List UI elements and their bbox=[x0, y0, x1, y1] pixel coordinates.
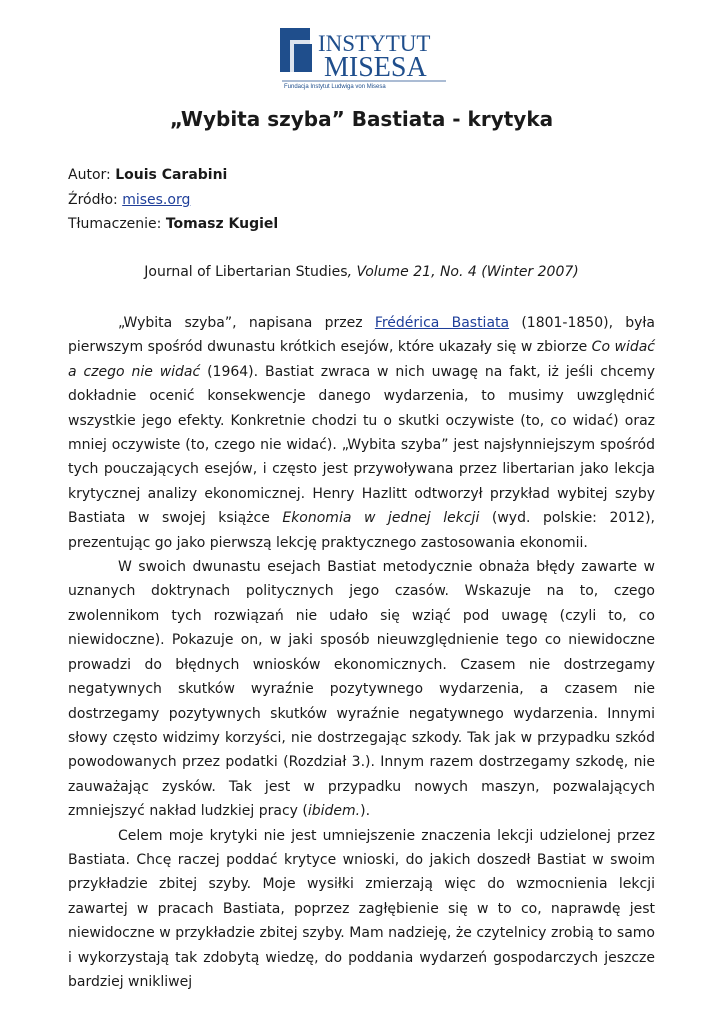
journal-name: Journal of Libertarian Studies bbox=[144, 264, 348, 280]
bastiat-link[interactable]: Frédérica Bastiata bbox=[374, 315, 510, 331]
logo-name-line2: MISESA bbox=[324, 52, 427, 83]
ibidem: ibidem. bbox=[307, 803, 361, 820]
translation-label: Tłumaczenie: bbox=[68, 216, 166, 232]
institute-logo-graphic bbox=[278, 26, 448, 90]
author-line bbox=[68, 163, 227, 187]
source-line bbox=[68, 188, 190, 212]
paragraph-2: W swoich dwunastu esejach Bastiat metodycznie obnaża błędy zawarte w uznanych doktrynach politycznych jego czasów. Wskazuje na to, czego zwolennikom tych rozwiązań nie udało się wziąć pod uwagę (czyli to, co niewidoczne). Pokazuje on, w jaki sposób nieuwzględnienie tego co niewidoczne prowadzi do błędnych wniosków ekonomicznych. Czasem nie dostrzegamy negatywnych skutków wyraźnie pozytywnego wydarzenia, a czasem nie dostrzegamy pozytywnych skutków wyraźnie negatywnego wydarzenia. Innymi słowy często widzimy korzyści, nie dostrzegając szkody. Tak jak w przypadku szkód powodowanych przez podatki (Rozdział 3.). Innym razem dostrzegamy szkodę, nie zauważając zysków. Tak jest w przypadku nowych maszyn, pozwalających zmniejszyć nakład ludzkiej pracy (ibidem.). bbox=[68, 559, 655, 820]
paragraph-3: Celem moje krytyki nie jest umniejszenie znaczenia lekcji udzielonej przez Bastiata. Chcę raczej poddać krytyce wnioski, do jakich doszedł Bastiat w swoim przykładzie zbitej szyby. Moje wysiłki zmierzają więc do wzmocnienia lekcji zawartej w pracach Bastiata, poprzez zagłębienie się w to co, naprawdę jest niewidoczne w przykładzie zbitej szyby. Mam nadzieję, że czytelnicy zrobią to samo i wykorzystają tak zdobytą wiedzę, do poddania wydarzeń gospodarczych jeszcze bardziej wnikliwej bbox=[68, 827, 655, 990]
translation-line bbox=[68, 212, 278, 236]
journal-details: , Volume 21, No. 4 (Winter 2007) bbox=[347, 264, 579, 280]
source-link[interactable]: mises.org bbox=[122, 192, 191, 208]
book-title: Co widać a czego nie widać bbox=[68, 339, 655, 380]
paragraph-1: „Wybita szyba”, napisana przez Frédérica Bastiata (1801-1850), była pierwszym spośród dwunastu krótkich esejów, które ukazały się w zbiorze Co widać a czego nie widać (1964). Bastiat zwraca w nich uwagę na fakt, iż jeśli chcemy dokładnie ocenić konsekwencje danego wydarzenia, to musimy uwzględnić wszystkie jego efekty. Konkretnie chodzi tu o skutki oczywiste (to, co widać) oraz mniej oczywiste (to, czego nie widać). „Wybita szyba” jest najsłynniejszym spośród tych pouczających esejów, i często jest przywoływana przez libertarian jako lekcja krytycznej analizy ekonomicznej. Henry Hazlitt odtworzył przykład wybitej szyby Bastiata w swojej książce Ekonomia w jednej lekcji (wyd. polskie: 2012), prezentując go jako pierwszą lekcję praktycznego zastosowania ekonomii. bbox=[68, 315, 655, 551]
institute-logo bbox=[278, 26, 448, 90]
logo-name-line1: INSTYTUT bbox=[318, 31, 431, 56]
logo-subtitle: Fundacja Instytut Ludwiga von Misesa bbox=[284, 84, 386, 90]
author-label: Autor: bbox=[68, 167, 116, 183]
page-title: „Wybita szyba” Bastiata - krytyka bbox=[169, 107, 554, 131]
translator-name: Tomasz Kugiel bbox=[165, 216, 279, 232]
source-label: Źródło: bbox=[68, 192, 123, 208]
article-body bbox=[68, 311, 655, 994]
author-name: Louis Carabini bbox=[115, 167, 228, 183]
journal-citation bbox=[68, 260, 655, 284]
book-title-hazlitt: Ekonomia w jednej lekcji bbox=[282, 510, 480, 527]
